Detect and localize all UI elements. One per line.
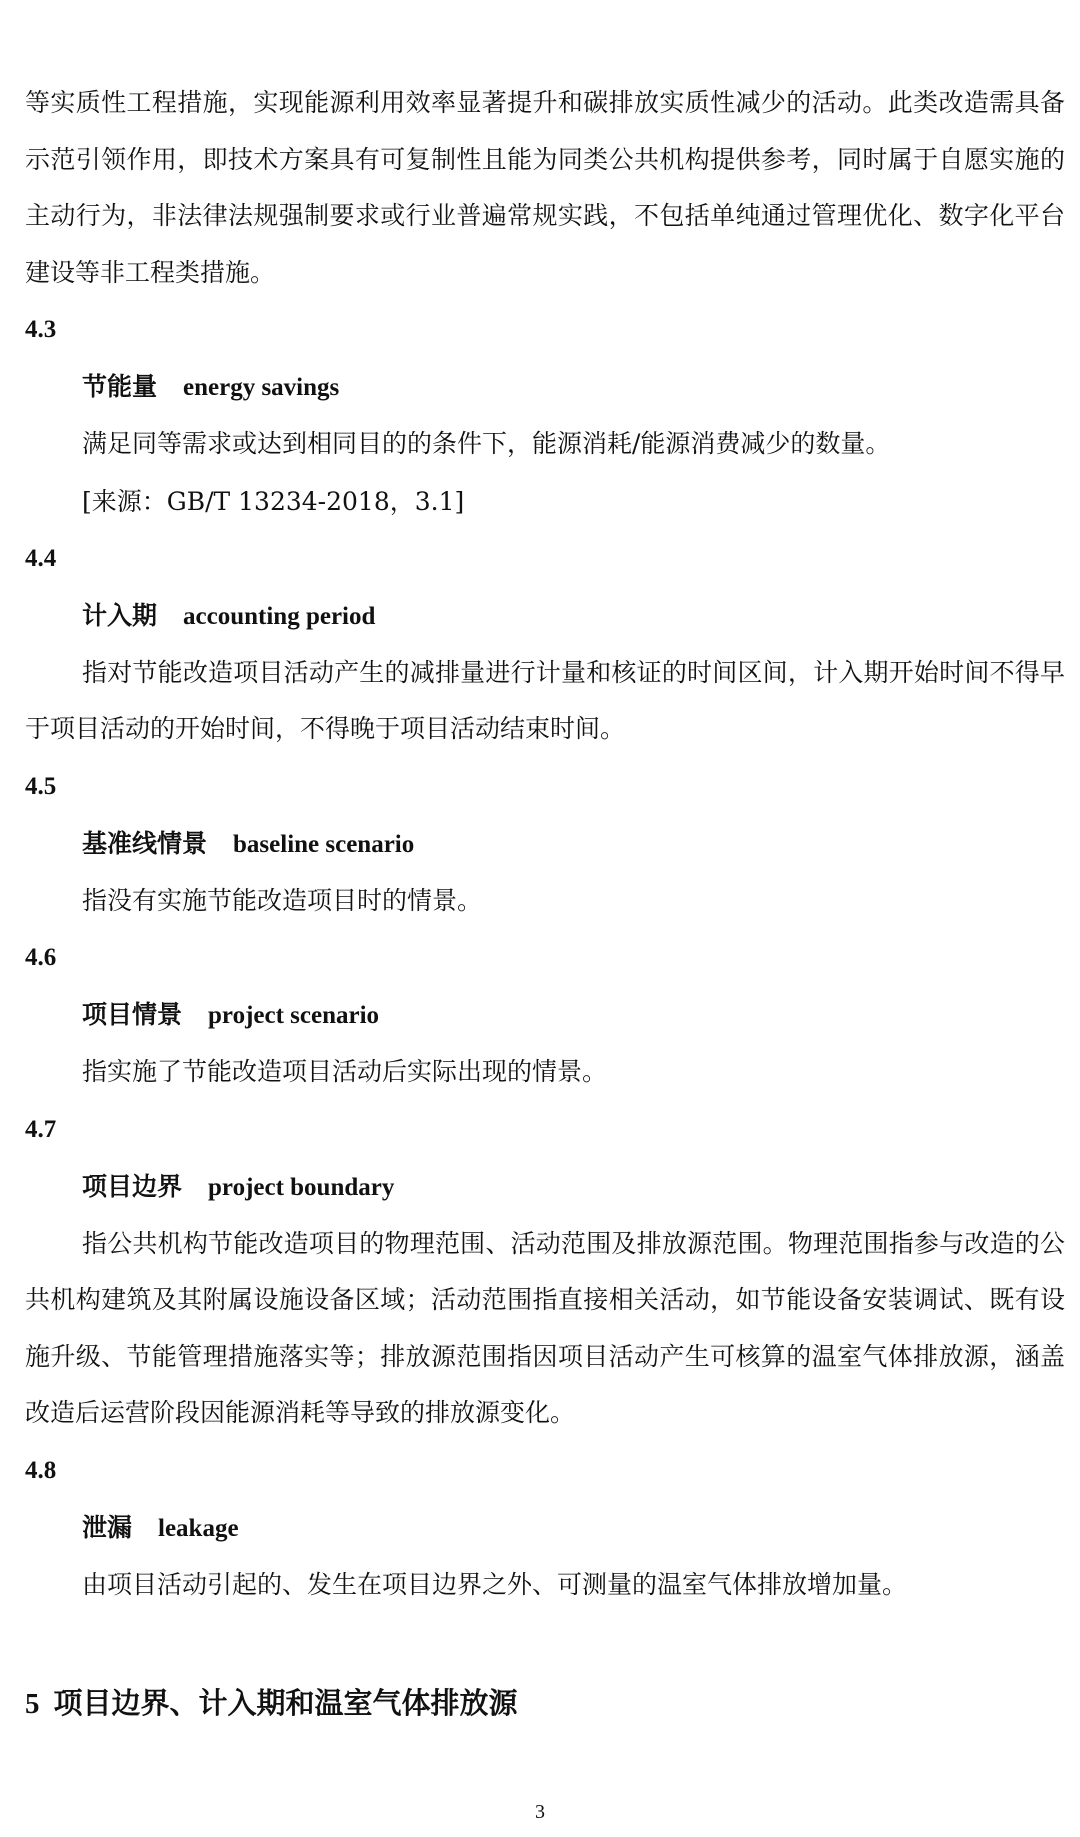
term-heading xyxy=(25,358,1065,416)
term-en: energy savings xyxy=(183,374,340,401)
term-cn: 项目边界 xyxy=(82,1171,183,1201)
page-number: 3 xyxy=(535,1801,545,1823)
document-body xyxy=(25,75,1065,1613)
clause-number: 4.4 xyxy=(25,544,57,572)
term-heading xyxy=(25,815,1065,873)
term-heading xyxy=(25,1499,1065,1557)
term-heading xyxy=(25,587,1065,645)
term-en: baseline scenario xyxy=(233,830,415,858)
clause-number: 4.6 xyxy=(25,944,57,971)
term-definition: 由项目活动引起的、发生在项目边界之外、可测量的温室气体排放增加量。 xyxy=(82,1569,908,1599)
term-definition: 指实施了节能改造项目活动后实际出现的情景。 xyxy=(82,1057,608,1086)
clause-number: 4.5 xyxy=(25,772,57,800)
term-en: leakage xyxy=(158,1514,239,1542)
term-heading xyxy=(25,1158,1065,1216)
term-cn: 基准线情景 xyxy=(82,828,208,858)
term-source: [来源：GB/T 13234-2018，3.1] xyxy=(82,486,465,516)
clause-number: 4.3 xyxy=(25,316,57,343)
intro-paragraph: 等实质性工程措施，实现能源利用效率显著提升和碳排放实质性减少的活动。此类改造需具备示范引领作用，即技术方案具有可复制性且能为同类公共机构提供参考，同时属于自愿实施的主动行为，非法律法规强制要求或行业普遍常规实践，不包括单纯通过管理优化、数字化平台建设等非工程类措施。 xyxy=(25,88,1065,287)
section-number: 5 xyxy=(25,1688,40,1720)
term-en: accounting period xyxy=(183,602,376,630)
term-definition: 指对节能改造项目活动产生的减排量进行计量和核证的时间区间，计入期开始时间不得早于项目活动的开始时间，不得晚于项目活动结束时间。 xyxy=(25,657,1065,743)
term-en: project boundary xyxy=(208,1173,395,1201)
section-heading xyxy=(25,1683,518,1724)
section-title: 项目边界、计入期和温室气体排放源 xyxy=(53,1686,518,1720)
term-heading xyxy=(25,986,1065,1044)
term-cn: 项目情景 xyxy=(82,1000,183,1029)
term-cn: 节能量 xyxy=(82,372,158,401)
term-cn: 计入期 xyxy=(82,600,158,630)
term-definition: 指没有实施节能改造项目时的情景。 xyxy=(82,885,483,915)
clause-number: 4.8 xyxy=(25,1456,57,1484)
clause-number: 4.7 xyxy=(25,1115,57,1143)
term-definition: 指公共机构节能改造项目的物理范围、活动范围及排放源范围。物理范围指参与改造的公共机构建筑及其附属设施设备区域；活动范围指直接相关活动，如节能设备安装调试、既有设施升级、节能管理措施落实等；排放源范围指因项目活动产生可核算的温室气体排放源，涵盖改造后运营阶段因能源消耗等导致的排放源变化。 xyxy=(25,1228,1065,1427)
term-en: project scenario xyxy=(208,1002,380,1029)
term-definition: 满足同等需求或达到相同目的的条件下，能源消耗/能源消费减少的数量。 xyxy=(82,429,891,458)
term-cn: 泄漏 xyxy=(82,1512,133,1542)
